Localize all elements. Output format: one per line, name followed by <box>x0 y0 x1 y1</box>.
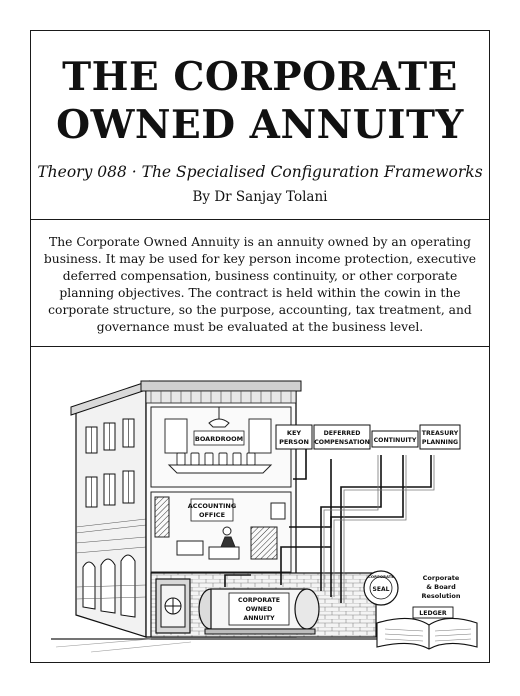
annuity-tank <box>199 589 319 634</box>
sign-deferred-2: COMPENSATION <box>314 439 370 446</box>
vault-door-icon <box>156 579 190 633</box>
tank-label-2: OWNED <box>245 606 273 613</box>
abstract-text: The Corporate Owned Annuity is an annuity owned by an operating business. It may be used for key person income protection, executive deferred compensation, business continuity, or other corporate planning objectives. The contract is held within the cowin in the corporate structure, so the purpose, accounting, tax treatment, and governance must be evaluated at the business level. <box>31 220 489 347</box>
building-illustration <box>31 347 489 662</box>
seal-ring-text: CORPORATE <box>368 574 394 579</box>
tank-label-1: CORPORATE <box>238 597 280 604</box>
resolution-label-1: Corporate <box>422 574 460 582</box>
resolution-label-2: & Board <box>426 583 456 591</box>
resolution-label-3: Resolution <box>421 592 461 600</box>
seal-center-text: SEAL <box>372 586 390 593</box>
illustration <box>31 347 489 662</box>
sign-deferred-1: DEFERRED <box>323 430 361 437</box>
page-title <box>31 53 489 149</box>
author-byline: By Dr Sanjay Tolani <box>192 189 328 205</box>
sign-treasury-1: TREASURY <box>421 430 459 437</box>
title-line-1: THE CORPORATE <box>62 54 458 100</box>
accounting-label-1: ACCOUNTING <box>187 502 237 510</box>
title-block <box>31 31 489 220</box>
subtitle: Theory 088 · The Specialised Configuration Frameworks <box>37 163 483 181</box>
sign-continuity-label: CONTINUITY <box>373 437 417 444</box>
ledger-book-icon <box>377 607 477 649</box>
sign-key-person-1: KEY <box>286 429 302 437</box>
accounting-label-2: OFFICE <box>198 511 226 519</box>
boardroom-label: BOARDROOM <box>194 435 244 443</box>
sign-deferred-compensation <box>314 425 370 449</box>
sign-treasury-planning <box>420 425 460 449</box>
ledger-label: LEDGER <box>419 610 447 617</box>
tank-label-3: ANNUITY <box>243 615 275 622</box>
page-frame <box>30 30 490 663</box>
title-line-2: OWNED ANNUITY <box>56 102 464 148</box>
sign-key-person-2: PERSON <box>279 438 309 446</box>
corporate-seal-icon <box>364 571 398 605</box>
sign-treasury-2: PLANNING <box>421 439 459 446</box>
sign-key-person <box>276 425 312 449</box>
building-facade <box>71 381 149 637</box>
sign-continuity <box>372 431 418 447</box>
